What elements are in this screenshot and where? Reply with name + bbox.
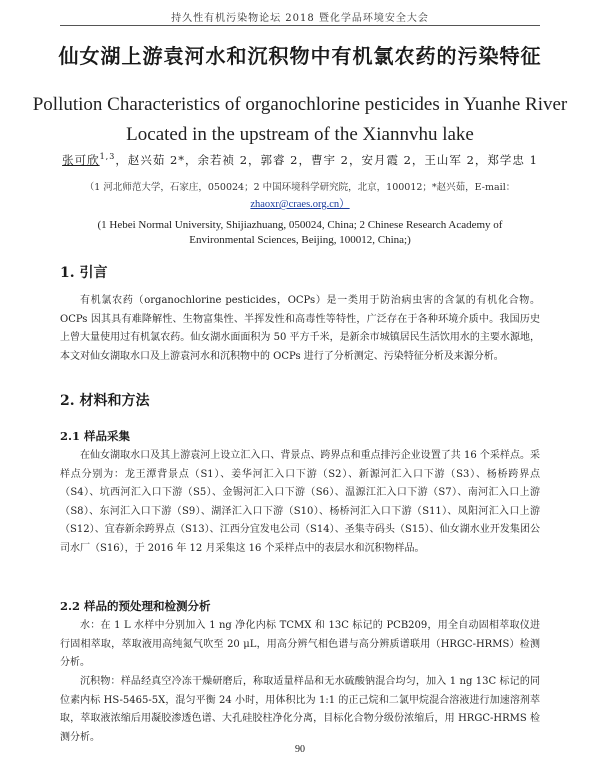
other-authors: ，赵兴茹 2*，余若祯 2，郭睿 2，曹宇 2，安月霞 2，王山军 2，郑学忠 1 [115,153,538,167]
corresponding-email-link[interactable]: zhaoxr@craes.org.cn） [250,199,350,210]
first-author-affiliation-mark: 1,3 [99,152,116,162]
section-heading-materials-methods: 2. 材料和方法 [60,393,150,409]
title-english: Pollution Characteristics of organochlorine pesticides in Yuanhe River Located in the upstream of the Xiannvhu lake [32,94,568,145]
sample-collection-paragraph: 在仙女湖取水口及其上游袁河上设立汇入口、背景点、跨界点和重点排污企业设置了共 16 个采样点。采样点分别为：龙王潭背景点（S1）、姜华河汇入口下游（S2）、新源河汇入口下游（S3）、杨桥跨界点（S4）、坑西河汇入口下游（S5）、金锡河汇入口下游（S6）、温源江汇入口下游（S7）、南河汇入口上游（S8）、东河汇入口下游（S9）、湖泽汇入口下游（S10）、杨桥河汇入口下游（S11）、凤阳河汇入口上游（S12）、宜春新余跨界点（S13）、江西分宜发电公司（S14）、圣集寺码头（S15）、仙女湖水业开发集团公司水厂（S16），于 2016 年 12 月采集这 16 个采样点中的表层水和沉积物样品。 [60,450,540,554]
water-analysis-paragraph: 水：在 1 L 水样中分别加入 1 ng 净化内标 TCMX 和 13C 标记的 PCB209，用全自动固相萃取仪进行固相萃取，萃取液用高纯氮气吹至 20 μL，用高分辨气相色谱与高分辨质谱联用（HRGC-HRMS）检测分析。 [60,620,540,668]
sediment-analysis-paragraph: 沉积物：样品经真空冷冻干燥研磨后，称取适量样品和无水硫酸钠混合均匀，加入 1 ng 13C 标记的同位素内标 HS-5465-5X，混匀平衡 24 小时，用体积比为 1:1 的正己烷和二氯甲烷混合溶液进行加速溶剂萃取，萃取液浓缩后用凝胶渗透色谱、大孔硅胶柱净化分离，目标化合物分级份浓缩后，用 HRGC-HRMS 检测分析。 [60,676,540,743]
affiliation-english: (1 Hebei Normal University, Shijiazhuang, 050024, China; 2 Chinese Research Academy of Environmental Sciences, Beijing, 100012, China;) [97,219,503,246]
introduction-paragraph: 有机氯农药（organochlorine pesticides，OCPs）是一类用于防治病虫害的含氯的有机化合物。OCPs 因其具有难降解性、生物富集性、半挥发性和高毒性等特性，广泛存在于各种环境介质中。我国历史上曾大量使用过有机氯农药。仙女湖水面面积为 50 平方千米，是新余市城镇居民生活饮用水的主要水源地，本文对仙女湖取水口及上游袁河水和沉积物中的 OCPs 进行了分析测定、污染特征分析及来源分析。 [60,295,540,362]
subsection-heading-pretreatment-analysis: 2.2 样品的预处理和检测分析 [60,599,211,613]
author-list [0,152,600,168]
section-heading-introduction: 1. 引言 [60,265,108,281]
title-chinese: 仙女湖上游袁河水和沉积物中有机氯农药的污染特征 [58,44,542,68]
page-number: 90 [295,744,305,755]
header-rule [60,25,540,26]
running-header: 持久性有机污染物论坛 2018 暨化学品环境安全大会 [171,13,429,24]
subsection-heading-sample-collection: 2.1 样品采集 [60,429,131,443]
affiliation-chinese: （1 河北师范大学，石家庄，050024；2 中国环境科学研究院，北京，100012；*赵兴茹，E-mail： [84,182,516,193]
first-author: 张可欣 [62,153,100,167]
